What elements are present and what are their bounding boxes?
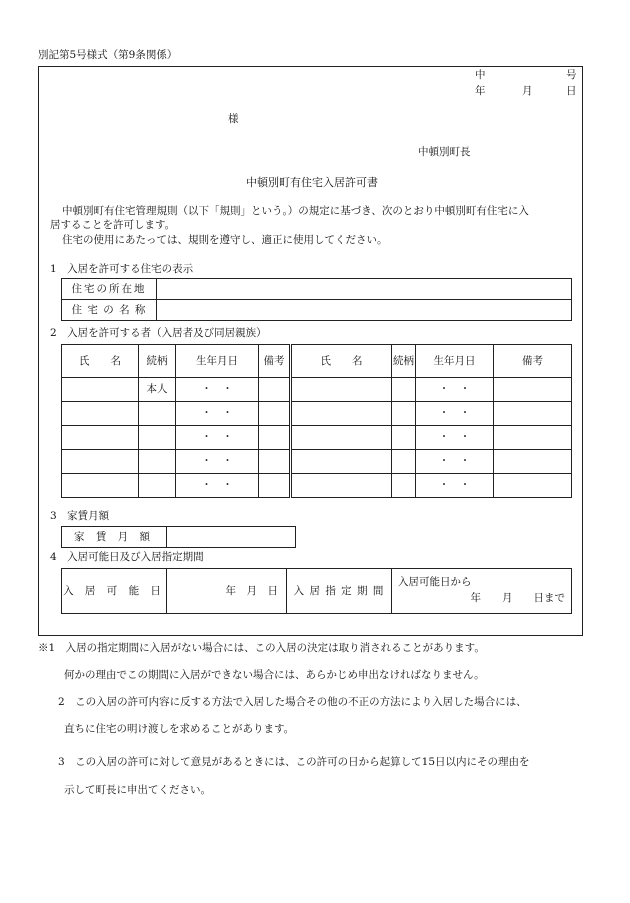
number-suffix: 号 [566,69,577,81]
occupant-relation-cell[interactable] [139,450,176,474]
section3-heading: 3 家賃月額 [50,510,110,522]
occupant-name-cell[interactable] [291,378,392,402]
rent-table [61,526,296,548]
section4-heading: 4 入居可能日及び入居指定期間 [50,551,204,563]
occupant-row [62,450,572,474]
occupant-remarks-cell[interactable] [494,474,572,498]
occupant-name-cell[interactable] [62,474,139,498]
occupant-birthdate-cell[interactable]: ・ ・ [176,474,259,498]
note-1b: 何かの理由でこの期間に入居ができない場合には、あらかじめ申出なければなりません。 [64,669,485,681]
occupant-relation-cell[interactable] [392,402,416,426]
header-remarks-right: 備考 [494,345,572,378]
occupant-birthdate-cell[interactable]: ・ ・ [176,402,259,426]
occupant-name-cell[interactable] [291,450,392,474]
date-month: 月 [522,85,533,97]
header-birthdate-left: 生年月日 [176,345,259,378]
header-name-left: 氏 名 [62,345,139,378]
occupant-row [62,378,572,402]
addressee-suffix: 様 [228,113,239,125]
occupant-remarks-cell[interactable] [494,450,572,474]
move-in-date-label: 入 居 可 能 日 [62,569,167,614]
period-from-text: 入居可能日から [398,576,472,589]
occupant-name-cell[interactable] [62,378,139,402]
occupant-name-cell[interactable] [291,426,392,450]
occupant-name-cell[interactable] [62,402,139,426]
rent-label: 家 賃 月 額 [62,527,167,548]
housing-name-value[interactable] [157,300,572,321]
housing-name-label: 住 宅 の 名 称 [62,300,157,321]
note-2b: 直ちに住宅の明け渡しを求めることがあります。 [64,723,295,735]
occupant-relation-cell[interactable] [139,474,176,498]
occupant-remarks-cell[interactable] [259,426,291,450]
housing-location-label: 住宅の所在地 [62,279,157,300]
note-1a: ※1 入居の指定期間に入居がない場合には、この入居の決定は取り消されることがあります。 [38,642,485,654]
occupant-birthdate-cell[interactable]: ・ ・ [416,378,494,402]
body-line-2: 居することを許可します。 [50,219,176,231]
note-3a: 3 この入居の許可に対して意見があるときには、この許可の日から起算して15日以内にその理由を [58,756,530,768]
occupant-name-cell[interactable] [291,474,392,498]
occupant-relation-cell[interactable] [392,378,416,402]
occupant-relation-cell[interactable]: 本人 [139,378,176,402]
date-day: 日 [566,85,577,97]
occupant-remarks-cell[interactable] [494,402,572,426]
occupant-relation-cell[interactable] [392,426,416,450]
occupant-birthdate-cell[interactable]: ・ ・ [416,474,494,498]
note-3b: 示して町長に申出てください。 [64,784,211,796]
occupant-remarks-cell[interactable] [259,378,291,402]
occupants-table [61,344,572,498]
occupant-name-cell[interactable] [62,450,139,474]
housing-location-value[interactable] [157,279,572,300]
occupant-remarks-cell[interactable] [259,474,291,498]
occupant-remarks-cell[interactable] [259,402,291,426]
occupant-birthdate-cell[interactable]: ・ ・ [176,426,259,450]
occupant-birthdate-cell[interactable]: ・ ・ [416,426,494,450]
occupant-relation-cell[interactable] [139,426,176,450]
header-birthdate-right: 生年月日 [416,345,494,378]
occupant-name-cell[interactable] [291,402,392,426]
body-line-1: 中頓別町有住宅管理規則（以下「規則」という。）の規定に基づき、次のとおり中頓別町有住宅に入 [62,205,529,217]
section1-heading: 1 入居を許可する住宅の表示 [50,263,194,275]
occupant-remarks-cell[interactable] [494,378,572,402]
number-prefix: 中 [475,69,486,81]
header-name-right: 氏 名 [291,345,392,378]
move-in-table [61,568,572,614]
occupant-row [62,402,572,426]
body-line-3: 住宅の使用にあたっては、規則を遵守し、適正に使用してください。 [62,234,388,246]
note-2a: 2 この入居の許可内容に反する方法で入居した場合その他の不正の方法により入居した場合には、 [58,696,527,708]
occupant-row [62,426,572,450]
occupant-relation-cell[interactable] [392,450,416,474]
header-remarks-left: 備考 [259,345,291,378]
move-in-date-value[interactable]: 年 月 日 [167,569,287,614]
occupant-birthdate-cell[interactable]: ・ ・ [176,450,259,474]
housing-table [61,278,572,321]
occupant-remarks-cell[interactable] [494,426,572,450]
date-year: 年 [475,85,486,97]
rent-value[interactable] [167,527,296,548]
occupant-birthdate-cell[interactable]: ・ ・ [176,378,259,402]
header-relation-right: 続柄 [392,345,416,378]
period-until-text: 年 月 日まで [470,592,565,604]
occupant-relation-cell[interactable] [392,474,416,498]
section2-heading: 2 入居を許可する者（入居者及び同居親族） [50,327,267,339]
occupant-name-cell[interactable] [62,426,139,450]
occupant-birthdate-cell[interactable]: ・ ・ [416,450,494,474]
occupant-row [62,474,572,498]
document-title: 中頓別町有住宅入居許可書 [246,176,378,189]
form-label: 別記第5号様式（第9条関係） [38,49,178,61]
designated-period-label: 入 居 指 定 期 間 [287,569,392,614]
header-relation-left: 続柄 [139,345,176,378]
occupant-relation-cell[interactable] [139,402,176,426]
occupant-birthdate-cell[interactable]: ・ ・ [416,402,494,426]
designated-period-value[interactable] [392,569,572,614]
occupant-remarks-cell[interactable] [259,450,291,474]
issuer: 中頓別町長 [418,146,471,158]
